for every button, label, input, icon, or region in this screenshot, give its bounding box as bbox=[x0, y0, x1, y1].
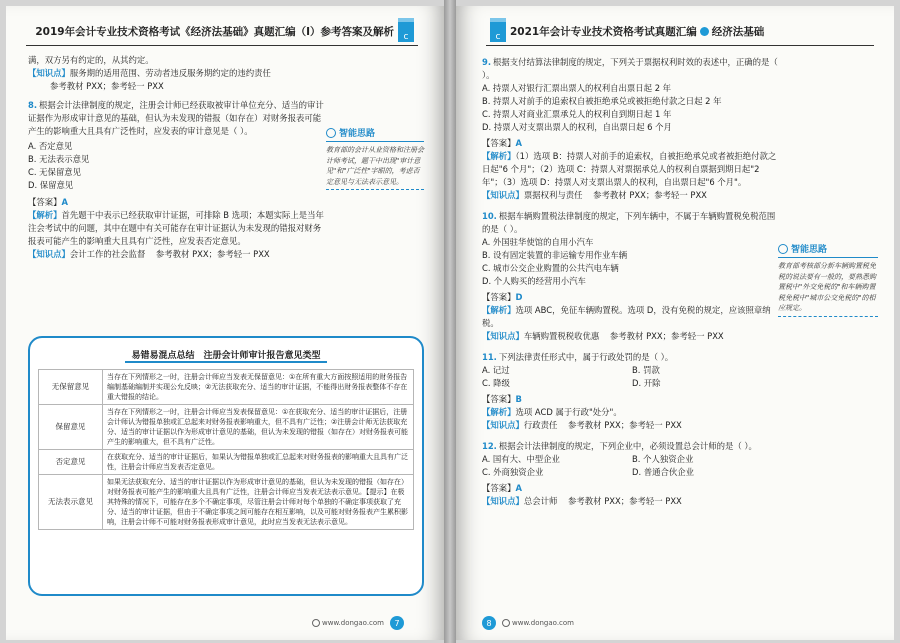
row-text: 如果无法获取充分、适当的审计证据以作为形成审计意见的基础，但认为未发现的错报（如存在）对财务报表可能产生的影响重大且具有广泛性，注册会计师应当发表无法表示意见。【提示】在极其特殊的情况下，可能存在多个不确定事项，尽管注册会计师对每个单独的不确定事项获取了充分、适当的审计证据，但由于不确定事项之间可能存在相互影响，以及可能对财务报表产生累积影响，注册会计师不可能对财务报表形成审计意见，此时应当发表无法表示意见。 bbox=[103, 475, 414, 530]
footer-url[interactable]: www.dongao.com bbox=[322, 619, 384, 627]
continuation-kp: 【知识点】服务期的适用范围、劳动者违反服务期约定的违约责任 bbox=[28, 68, 271, 78]
option-d[interactable]: D. 持票人对支票出票人的权利，自出票日起 6 个月 bbox=[482, 122, 672, 132]
answer-value: B bbox=[515, 394, 522, 404]
option-d[interactable]: D. 开除 bbox=[632, 378, 661, 388]
right-page bbox=[456, 6, 894, 640]
lightbulb-icon bbox=[778, 244, 788, 254]
table-row bbox=[39, 475, 414, 530]
kp-label: 【知识点】 bbox=[482, 496, 524, 506]
knowledge-point bbox=[482, 495, 782, 508]
question-10 bbox=[482, 210, 782, 343]
kp-text: 会计工作的社会监督 bbox=[69, 249, 146, 259]
page-number: 7 bbox=[390, 616, 404, 630]
table-row bbox=[39, 450, 414, 475]
answer-label: 【答案】 bbox=[482, 394, 516, 404]
left-tip-box bbox=[326, 126, 424, 190]
answer-label: 【答案】 bbox=[482, 292, 516, 302]
option-a[interactable]: A. 国有大、中型企业 bbox=[482, 454, 560, 464]
option-a[interactable]: A. 持票人对银行汇票出票人的权利自出票日起 2 年 bbox=[482, 83, 672, 93]
kp-ref: 参考教材 PXX；参考轻一 PXX bbox=[593, 190, 707, 200]
analysis-text: 首先题干中表示已经获取审计证据，可排除 B 选项；本题实际上是当年注会考试中的问题，其中在题中有关可能存在审计证据认为未发现的错报对财务报表可能产生的影响重大且具有广泛性，应发表否定意见。 bbox=[28, 210, 324, 246]
kp-label: 【知识点】 bbox=[28, 249, 70, 259]
tip-title: 智能思路 bbox=[778, 242, 878, 258]
question-number: 9. bbox=[482, 57, 492, 67]
page-number: 8 bbox=[482, 616, 496, 630]
answer-line bbox=[482, 482, 782, 495]
answer-line bbox=[28, 196, 328, 209]
options bbox=[482, 453, 782, 479]
question-9 bbox=[482, 56, 782, 202]
question-11 bbox=[482, 351, 782, 432]
kp-ref: 参考教材 PXX；参考轻一 PXX bbox=[568, 420, 682, 430]
knowledge-point bbox=[482, 330, 782, 343]
options bbox=[482, 82, 782, 134]
analysis bbox=[28, 209, 328, 248]
summary-table bbox=[38, 369, 414, 530]
kp-label: 【知识点】 bbox=[482, 420, 524, 430]
row-label: 无法表示意见 bbox=[39, 475, 103, 530]
kp-ref: 参考教材 PXX；参考轻一 PXX bbox=[155, 249, 270, 259]
book-gutter bbox=[444, 0, 456, 643]
right-footer bbox=[482, 616, 574, 630]
answer-label: 【答案】 bbox=[28, 197, 62, 207]
question-stem: 根据支付结算法律制度的规定，下列关于票据权利时效的表述中，正确的是（ ）。 bbox=[482, 57, 778, 80]
option-c[interactable]: C. 无保留意见 bbox=[28, 167, 82, 177]
option-d[interactable]: D. 普通合伙企业 bbox=[632, 467, 695, 477]
option-c[interactable]: C. 持票人对商业汇票承兑人的权利自到期日起 1 年 bbox=[482, 109, 672, 119]
continuation-line: 满，双方另有约定的，从其约定。 bbox=[28, 55, 154, 65]
question-stem: 下列法律责任形式中，属于行政处罚的是（ ）。 bbox=[498, 352, 674, 362]
globe-icon bbox=[502, 619, 510, 627]
question-12 bbox=[482, 440, 782, 508]
analysis-label: 【解析】 bbox=[482, 305, 516, 315]
analysis-text: 选项 ABC，免征车辆购置税。选项 D，没有免税的规定，应该照章纳税。 bbox=[482, 305, 771, 328]
analysis-label: 【解析】 bbox=[482, 407, 516, 417]
kp-text: 车辆购置税税收优惠 bbox=[523, 331, 600, 341]
left-footer bbox=[312, 616, 404, 630]
option-c[interactable]: C. 降级 bbox=[482, 378, 510, 388]
row-text: 在获取充分、适当的审计证据后，如果认为错报单独或汇总起来对财务报表的影响重大且具有广泛性，注册会计师应当发表否定意见。 bbox=[103, 450, 414, 475]
row-label: 保留意见 bbox=[39, 405, 103, 450]
left-main-column bbox=[28, 54, 328, 261]
left-header bbox=[26, 18, 418, 46]
option-b[interactable]: B. 个人独资企业 bbox=[632, 454, 694, 464]
knowledge-point bbox=[28, 248, 328, 261]
right-header-subject: 经济法基础 bbox=[711, 26, 765, 38]
lightbulb-icon bbox=[326, 128, 336, 138]
right-header-title: 2021年会计专业技术资格考试真题汇编 bbox=[510, 26, 697, 38]
left-header-title: 2019年会计专业技术资格考试《经济法基础》真题汇编（Ⅰ）参考答案及解析 bbox=[35, 26, 394, 38]
answer-line bbox=[482, 137, 782, 150]
kp-ref: 参考教材 PXX；参考轻一 PXX bbox=[568, 496, 682, 506]
option-a[interactable]: A. 否定意见 bbox=[28, 141, 73, 151]
analysis-label: 【解析】 bbox=[28, 210, 62, 220]
bullet-icon bbox=[700, 27, 709, 36]
options bbox=[28, 140, 328, 192]
tip-body: 教育部的会计从业资格和注册会计师考试，题干中出现"审计意见"和"广泛性"字眼的，考虑否定意见与无法表示意见。 bbox=[326, 142, 424, 190]
analysis bbox=[482, 304, 782, 330]
row-text: 当存在下列情形之一时，注册会计师应当发表无保留意见：①在所有重大方面按照适用的财务报告编制基础编制并实现公允反映；②无法获取充分、适当的审计证据，不能得出财务报表整体不存在重大错报的结论。 bbox=[103, 370, 414, 405]
question-number: 12. bbox=[482, 441, 497, 451]
answer-line bbox=[482, 291, 782, 304]
kp-ref: 参考教材 PXX；参考轻一 PXX bbox=[609, 331, 724, 341]
row-label: 否定意见 bbox=[39, 450, 103, 475]
answer-value: A bbox=[515, 138, 522, 148]
table-row bbox=[39, 370, 414, 405]
option-d[interactable]: D. 保留意见 bbox=[28, 180, 74, 190]
right-header bbox=[486, 18, 874, 46]
row-label: 无保留意见 bbox=[39, 370, 103, 405]
answer-label: 【答案】 bbox=[482, 138, 516, 148]
analysis-text: 选项 ACD 属于行政"处分"。 bbox=[515, 407, 622, 417]
option-c[interactable]: C. 外商独资企业 bbox=[482, 467, 544, 477]
right-main-column bbox=[482, 56, 782, 508]
options bbox=[482, 364, 782, 390]
analysis bbox=[482, 150, 782, 189]
knowledge-point bbox=[482, 189, 782, 202]
summary-box bbox=[28, 336, 424, 596]
analysis bbox=[482, 406, 782, 419]
answer-label: 【答案】 bbox=[482, 483, 516, 493]
question-8 bbox=[28, 99, 328, 261]
question-number: 8. bbox=[28, 100, 38, 110]
answer-value: A bbox=[515, 483, 522, 493]
footer-url[interactable]: www.dongao.com bbox=[512, 619, 574, 627]
analysis-text: （1）选项 B：持票人对前手的追索权，自被拒绝承兑或者被拒绝付款之日起"6 个月"；（2）选项 C：持票人对票据承兑人的权利自票据到期日起"2 年"；（3）选项 D：持票人对支票出票人的权利，自出票日起"6 个月"。 bbox=[482, 151, 777, 187]
option-b[interactable]: B. 罚款 bbox=[632, 365, 660, 375]
continuation-ref: 参考教材 PXX；参考轻一 PXX bbox=[50, 81, 164, 91]
option-b[interactable]: B. 无法表示意见 bbox=[28, 154, 90, 164]
right-tip-box bbox=[778, 242, 878, 317]
question-stem: 根据车辆购置税法律制度的规定，下列车辆中，不属于车辆购置税免税范围的是（ ）。 bbox=[482, 211, 776, 234]
c-badge-icon: c bbox=[490, 22, 506, 42]
tip-title: 智能思路 bbox=[326, 126, 424, 142]
kp-label: 【知识点】 bbox=[482, 331, 524, 341]
tip-body: 教育部考核部分新车辆购置税免税的说法要有一般的，要熟悉购置税中"外交免税的"和车辆购置税免税中"城市公交免税的"的相应规定。 bbox=[778, 258, 878, 317]
question-stem: 根据会计法律制度的规定，下列企业中，必须设置总会计师的是（ ）。 bbox=[498, 441, 757, 451]
answer-value: A bbox=[61, 197, 68, 207]
option-a[interactable]: A. 记过 bbox=[482, 365, 510, 375]
option-c[interactable]: C. 城市公交企业购置的公共汽电车辆 bbox=[482, 263, 619, 273]
option-a[interactable]: A. 外国驻华使馆的自用小汽车 bbox=[482, 237, 594, 247]
c-badge-icon: c bbox=[398, 22, 414, 42]
kp-label: 【知识点】 bbox=[482, 190, 524, 200]
globe-icon bbox=[312, 619, 320, 627]
option-b[interactable]: B. 持票人对前手的追索权自被拒绝承兑或被拒绝付款之日起 2 年 bbox=[482, 96, 722, 106]
kp-label: 【知识点】 bbox=[28, 68, 70, 78]
answer-line bbox=[482, 393, 782, 406]
options bbox=[482, 236, 782, 288]
question-stem: 根据会计法律制度的规定，注册会计师已经获取被审计单位充分、适当的审计证据作为形成审计意见的基础，但认为未发现的错报（如存在）对财务报表可能产生的影响重大且具有广泛性时，应发表的审计意见是（ ）。 bbox=[28, 100, 324, 136]
question-number: 11. bbox=[482, 352, 497, 362]
row-text: 当存在下列情形之一时，注册会计师应当发表保留意见：①在获取充分、适当的审计证据后，注册会计师认为错报单独或汇总起来对财务报表影响重大，但不具有广泛性；②注册会计师无法获取充分、适当的审计证据以作为形成审计意见的基础，但认为未发现的错报（如存在）对财务报表可能产生的影响重大，但不具有广泛性。 bbox=[103, 405, 414, 450]
question-number: 10. bbox=[482, 211, 497, 221]
kp-text: 总会计师 bbox=[523, 496, 558, 506]
analysis-label: 【解析】 bbox=[482, 151, 516, 161]
option-b[interactable]: B. 设有固定装置的非运输专用作业车辆 bbox=[482, 250, 628, 260]
option-d[interactable]: D. 个人购买的经营用小汽车 bbox=[482, 276, 586, 286]
kp-text: 行政责任 bbox=[523, 420, 558, 430]
kp-text: 票据权利与责任 bbox=[523, 190, 583, 200]
left-page bbox=[6, 6, 444, 640]
summary-title: 易错易混点总结 注册会计师审计报告意见类型 bbox=[38, 348, 414, 363]
knowledge-point bbox=[482, 419, 782, 432]
answer-value: D bbox=[515, 292, 523, 302]
table-row bbox=[39, 405, 414, 450]
